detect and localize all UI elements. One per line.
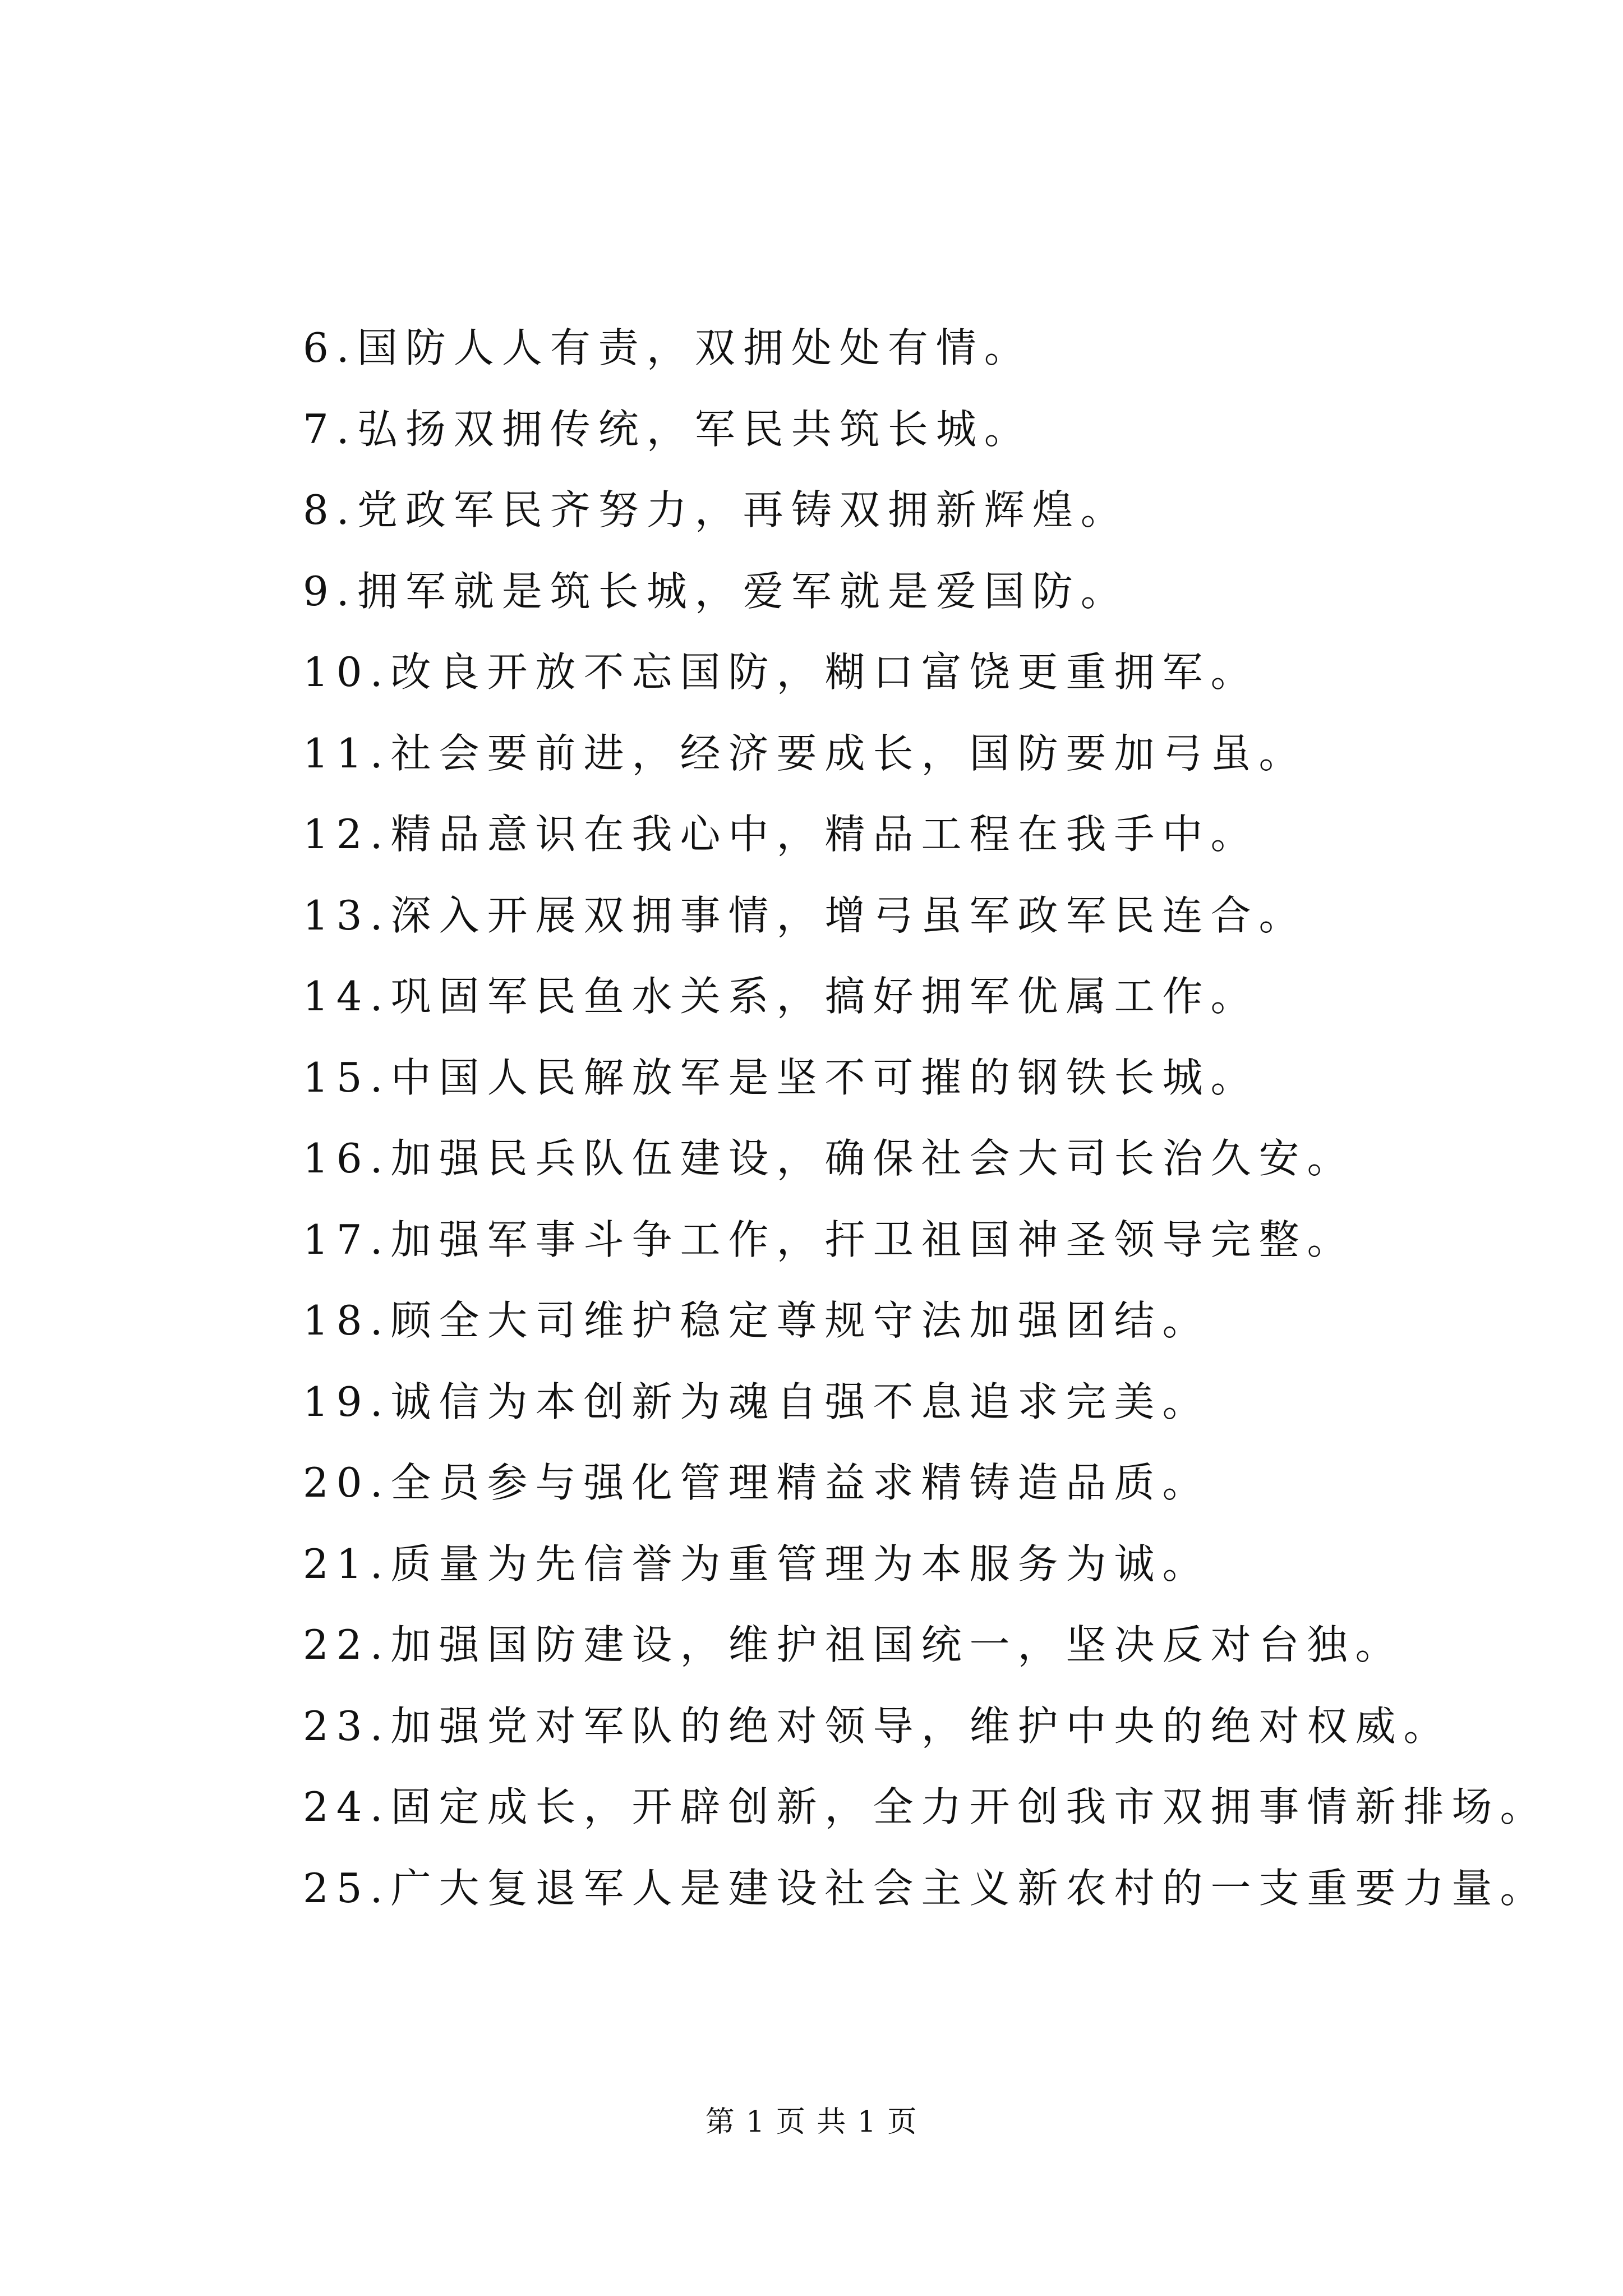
- slogan-line: 10.改良开放不忘国防，糊口富饶更重拥军。: [303, 648, 1259, 696]
- slogan-line: 19.诚信为本创新为魂自强不息追求完美。: [303, 1378, 1211, 1425]
- slogan-line: 23.加强党对军队的绝对领导，维护中央的绝对权威。: [303, 1702, 1452, 1750]
- slogan-line: 9.拥军就是筑长城，爱军就是爱国防。: [303, 567, 1129, 615]
- slogan-line: 12.精品意识在我心中，精品工程在我手中。: [303, 811, 1259, 858]
- slogan-line: 22.加强国防建设，维护祖国统一，坚决反对台独。: [303, 1621, 1404, 1668]
- slogan-line: 7.弘扬双拥传统，军民共筑长城。: [303, 405, 1032, 453]
- slogan-line: 15.中国人民解放军是坚不可摧的钢铁长城。: [303, 1053, 1259, 1101]
- slogan-list: [303, 307, 1548, 1929]
- slogan-line: 16.加强民兵队伍建设，确保社会大司长治久安。: [303, 1135, 1355, 1182]
- slogan-line: 14.巩固军民鱼水关系，搞好拥军优属工作。: [303, 973, 1259, 1020]
- slogan-line: 20.全员参与强化管理精益求精铸造品质。: [303, 1459, 1211, 1506]
- slogan-line: 18.顾全大司维护稳定尊规守法加强团结。: [303, 1297, 1211, 1344]
- page-footer: 第 1 页 共 1 页: [705, 2105, 918, 2139]
- slogan-line: 8.党政军民齐努力，再铸双拥新辉煌。: [303, 486, 1129, 533]
- slogan-line: 13.深入开展双拥事情，增弓虽军政军民连合。: [303, 891, 1307, 939]
- slogan-line: 24.固定成长，开辟创新，全力开创我市双拥事情新排场。: [303, 1783, 1548, 1830]
- slogan-line: 11.社会要前进，经济要成长，国防要加弓虽。: [303, 729, 1307, 777]
- slogan-line: 6.国防人人有责，双拥处处有情。: [303, 324, 1032, 371]
- slogan-line: 21.质量为先信誉为重管理为本服务为诚。: [303, 1540, 1211, 1588]
- slogan-line: 25.广大复退军人是建设社会主义新农村的一支重要力量。: [303, 1864, 1548, 1912]
- slogan-line: 17.加强军事斗争工作，扞卫祖国神圣领导完整。: [303, 1216, 1355, 1263]
